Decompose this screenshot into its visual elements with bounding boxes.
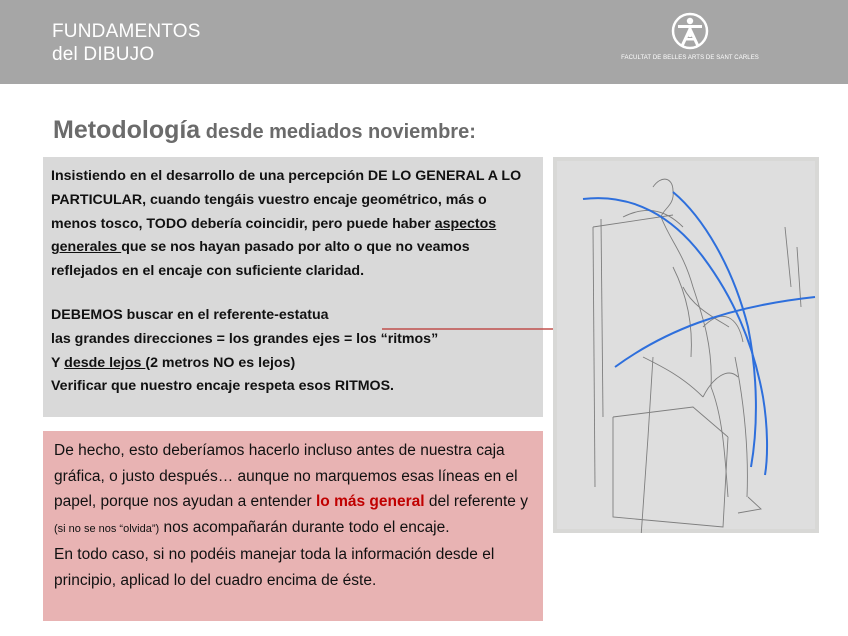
- pointer-arrow-icon: [380, 322, 572, 336]
- underlined-aspects: aspectos generales: [51, 215, 497, 256]
- instruction-line-3: Y desde lejos (2 metros NO es lejos): [51, 354, 296, 371]
- course-title-line2: del DIBUJO: [52, 44, 155, 65]
- note-paragraph: De hecho, esto deberíamos hacerlo incluso antes de nuestra caja gráfica, o justo después… aunque no marquemos esas líneas en el papel, porque nos ayudan a entender lo más general del referente y (si no se nos “olvida”) nos acompañarán durante todo el encaje.: [54, 442, 528, 536]
- logo-caption: FACULTAT DE BELLES ARTS DE SANT CARLES: [621, 55, 759, 61]
- page-title-main: Metodología: [53, 116, 201, 144]
- underlined-distance: desde lejos: [64, 354, 146, 371]
- instruction-line-4: Verificar que nuestro encaje respeta esos RITMOS.: [51, 378, 394, 395]
- figure-sketch-image: [553, 157, 819, 533]
- faculty-logo: [620, 12, 760, 68]
- instruction-line-1: DEBEMOS buscar en el referente-estatua: [51, 306, 329, 323]
- vitruvian-logo-icon: [668, 12, 712, 54]
- note-paragraph-2: En todo caso, si no podéis manejar toda la información desde el principio, aplicad lo del cuadro encima de éste.: [54, 546, 495, 589]
- highlight-most-general: lo más general: [316, 493, 425, 510]
- note-box: [43, 431, 543, 621]
- header-bar: [0, 0, 848, 84]
- methodology-paragraph: Insistiendo en el desarrollo de una percepción DE LO GENERAL A LO PARTICULAR, cuando tengáis vuestro encaje geométrico, más o menos tosco, TODO debería coincidir, pero puede haber aspectos generales que se nos hayan pasado por alto o que no veamos reflejados en el encaje con suficiente claridad.: [51, 168, 522, 280]
- page-title: [53, 116, 476, 145]
- course-title: [52, 20, 201, 66]
- page-title-rest: desde mediados noviembre:: [200, 121, 476, 143]
- methodology-box: [43, 157, 543, 417]
- instruction-line-2: las grandes direcciones = los grandes ejes = los “ritmos”: [51, 330, 439, 347]
- course-title-line1: FUNDAMENTOS: [52, 21, 201, 42]
- parenthetical-note: (si no se nos “olvida”): [54, 522, 160, 535]
